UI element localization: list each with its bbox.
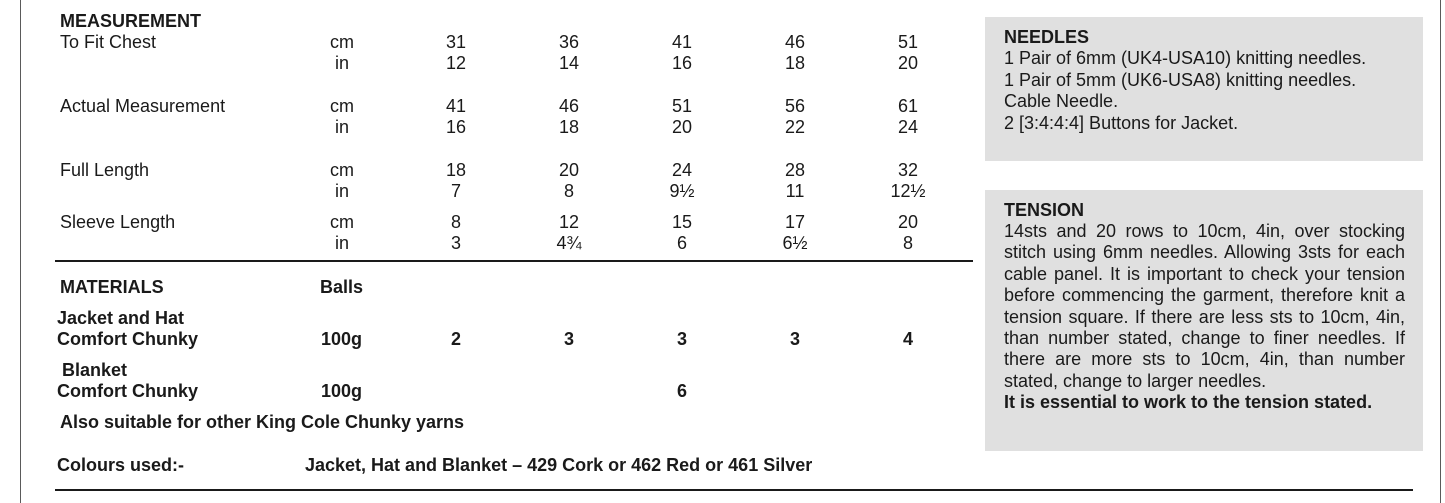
measurement-in-value: 11 <box>785 181 805 201</box>
measurement-cm-value: 8 <box>450 212 462 232</box>
measurement-cm-value: 15 <box>671 212 693 232</box>
measurement-in-value: 16 <box>445 117 467 137</box>
measurement-cm-value: 56 <box>784 96 806 116</box>
measurement-in-value: 9½ <box>669 181 695 201</box>
unit-cm-label: cm <box>330 160 354 180</box>
measurement-cm-value: 61 <box>897 96 919 116</box>
measurement-in-value: 6½ <box>782 233 808 253</box>
needles-line: 1 Pair of 5mm (UK6-USA8) knitting needles. <box>1004 69 1357 90</box>
measurement-cm-value: 18 <box>445 160 467 180</box>
measurement-cm-value: 20 <box>897 212 919 232</box>
unit-in-label: in <box>334 117 350 137</box>
measurement-cm-value: 51 <box>671 96 693 116</box>
measurement-in-value: 22 <box>784 117 806 137</box>
measurement-in-value: 24 <box>897 117 919 137</box>
needles-line: 1 Pair of 6mm (UK4-USA10) knitting needles. <box>1004 48 1367 68</box>
needles-heading: NEEDLES <box>1004 27 1090 47</box>
unit-in-label: in <box>334 53 350 73</box>
measurement-in-value: 20 <box>671 117 693 137</box>
measurement-row-label: Sleeve Length <box>60 212 176 232</box>
measurement-in-value: 12 <box>445 53 467 73</box>
blanket-qty: 6 <box>676 381 688 401</box>
jacket-hat-yarn: Comfort Chunky <box>57 329 198 349</box>
colours-label: Colours used:- <box>57 455 185 475</box>
measurement-row-label: To Fit Chest <box>60 32 157 52</box>
yarn-suitability-note: Also suitable for other King Cole Chunky yarns <box>60 412 465 432</box>
jacket-hat-qty: 4 <box>902 329 914 349</box>
measurement-cm-value: 36 <box>558 32 580 52</box>
blanket-weight: 100g <box>321 381 363 401</box>
measurement-cm-value: 24 <box>671 160 693 180</box>
measurement-cm-value: 46 <box>558 96 580 116</box>
measurement-cm-value: 20 <box>558 160 580 180</box>
needles-box <box>985 17 1423 161</box>
table-divider <box>55 260 973 262</box>
jacket-hat-weight: 100g <box>321 329 363 349</box>
measurement-in-value: 4¾ <box>556 233 582 253</box>
measurement-in-value: 20 <box>897 53 919 73</box>
measurement-cm-value: 12 <box>558 212 580 232</box>
measurement-in-value: 7 <box>450 181 462 201</box>
measurement-in-value: 6 <box>676 233 688 253</box>
tension-emphasis: It is essential to work to the tension stated. <box>1004 392 1373 413</box>
unit-cm-label: cm <box>330 212 354 232</box>
measurement-row-label: Full Length <box>60 160 150 180</box>
measurement-cm-value: 28 <box>784 160 806 180</box>
measurement-in-value: 3 <box>450 233 462 253</box>
measurement-in-value: 18 <box>558 117 580 137</box>
measurement-cm-value: 31 <box>445 32 467 52</box>
measurement-cm-value: 32 <box>897 160 919 180</box>
tension-heading: TENSION <box>1004 200 1085 220</box>
needles-line: Cable Needle. <box>1004 91 1119 111</box>
jacket-hat-qty: 3 <box>789 329 801 349</box>
bottom-rule <box>55 489 1413 491</box>
jacket-hat-qty: 3 <box>676 329 688 349</box>
measurement-heading: MEASUREMENT <box>60 11 202 31</box>
colours-value: Jacket, Hat and Blanket – 429 Cork or 462 Red or 461 Silver <box>305 455 813 475</box>
unit-in-label: in <box>334 233 350 253</box>
measurement-cm-value: 51 <box>897 32 919 52</box>
materials-heading: MATERIALS <box>60 277 164 297</box>
measurement-in-value: 12½ <box>890 181 926 201</box>
measurement-in-value: 14 <box>558 53 580 73</box>
tension-instructions: 14sts and 20 rows to 10cm, 4in, over stocking stitch using 6mm needles. Allowing 3sts for each cable panel. It is important to check your tension before commencing the garment, therefore knit a tension square. If there are less sts to 10cm, 4in, than number stated, change to finer needles. If there are more sts to 10cm, 4in, than number stated, change to larger needles. <box>1004 221 1405 391</box>
balls-label: Balls <box>320 277 364 297</box>
measurement-cm-value: 41 <box>671 32 693 52</box>
tension-box <box>985 190 1423 451</box>
measurement-cm-value: 17 <box>784 212 806 232</box>
measurement-in-value: 18 <box>784 53 806 73</box>
jacket-hat-qty: 2 <box>450 329 462 349</box>
jacket-hat-qty: 3 <box>563 329 575 349</box>
frame-left-border <box>20 0 21 503</box>
measurement-row-label: Actual Measurement <box>60 96 226 116</box>
jacket-hat-title: Jacket and Hat <box>57 308 185 328</box>
needles-line: 2 [3:4:4:4] Buttons for Jacket. <box>1004 112 1239 133</box>
measurement-in-value: 16 <box>671 53 693 73</box>
blanket-yarn: Comfort Chunky <box>57 381 198 401</box>
measurement-in-value: 8 <box>563 181 575 201</box>
unit-in-label: in <box>334 181 350 201</box>
measurement-cm-value: 41 <box>445 96 467 116</box>
measurement-in-value: 8 <box>902 233 914 253</box>
unit-cm-label: cm <box>330 96 354 116</box>
frame-right-border <box>1440 0 1441 503</box>
measurement-cm-value: 46 <box>784 32 806 52</box>
unit-cm-label: cm <box>330 32 354 52</box>
blanket-title: Blanket <box>62 360 128 380</box>
